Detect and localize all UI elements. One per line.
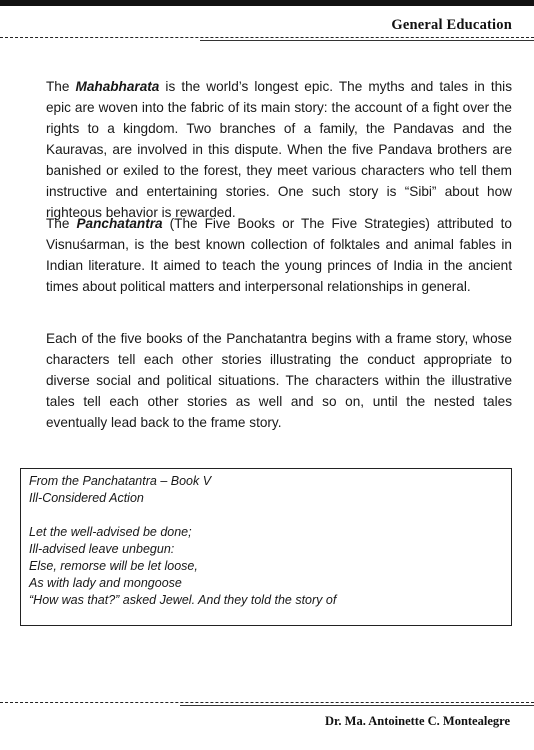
paragraph-body: (The Five Books or The Five Strategies) attributed to Visnuśarman, is the best known collection of folktales and animal fables in Indian literature. It aimed to teach the young princes of India in the ancient times about political matters and interpersonal relationships in general. [46,216,512,294]
quote-spacer [29,507,503,524]
quote-line: Ill-advised leave unbegun: [29,542,175,556]
quote-line: Let the well-advised be done; [29,525,192,539]
quote-line: As with lady and mongoose [29,576,182,590]
paragraph-lead: The [46,79,76,94]
paragraph-lead: The [46,216,77,231]
paragraph-body: is the world’s longest epic. The myths and tales in this epic are woven into the fabric of its main story: the account of a fight over the rights to a kingdom. Two branches of a family, the Pandavas and the Kauravas, are involved in this dispute. When the five Pandava brothers are banished or exiled to the forest, they meet various characters who tell them instructive and entertaining stories. One such story is “Sibi” about how righteous behavior is rewarded. [46,79,512,220]
quote-line: Else, remorse will be let loose, [29,559,198,573]
paragraph-panchatantra [46,213,512,297]
emphasis-mahabharata: Mahabharata [75,79,160,94]
footer-rule-secondary [180,705,534,706]
quote-heading: From the Panchatantra – Book V [29,474,212,488]
header-rule-secondary [200,40,534,41]
quote-subheading: Ill-Considered Action [29,491,144,505]
paragraph-mahabharata [46,76,512,223]
top-bar [0,0,534,6]
paragraph-frame-story: Each of the five books of the Panchatantra begins with a frame story, whose characters tell each other stories illustrating the conduct appropriate to diverse social and political situations. The characters within the illustrative tales tell each other stories as well and so on, until the nested tales eventually lead back to the frame story. [46,331,512,430]
footer-rule [0,702,534,703]
header-title: General Education [391,17,512,33]
emphasis-panchatantra: Panchatantra [76,216,163,231]
header-rule [0,37,534,38]
footer-author: Dr. Ma. Antoinette C. Montealegre [324,714,510,728]
quote-box [20,468,512,626]
quote-line: “How was that?” asked Jewel. And they told the story of [29,593,337,607]
